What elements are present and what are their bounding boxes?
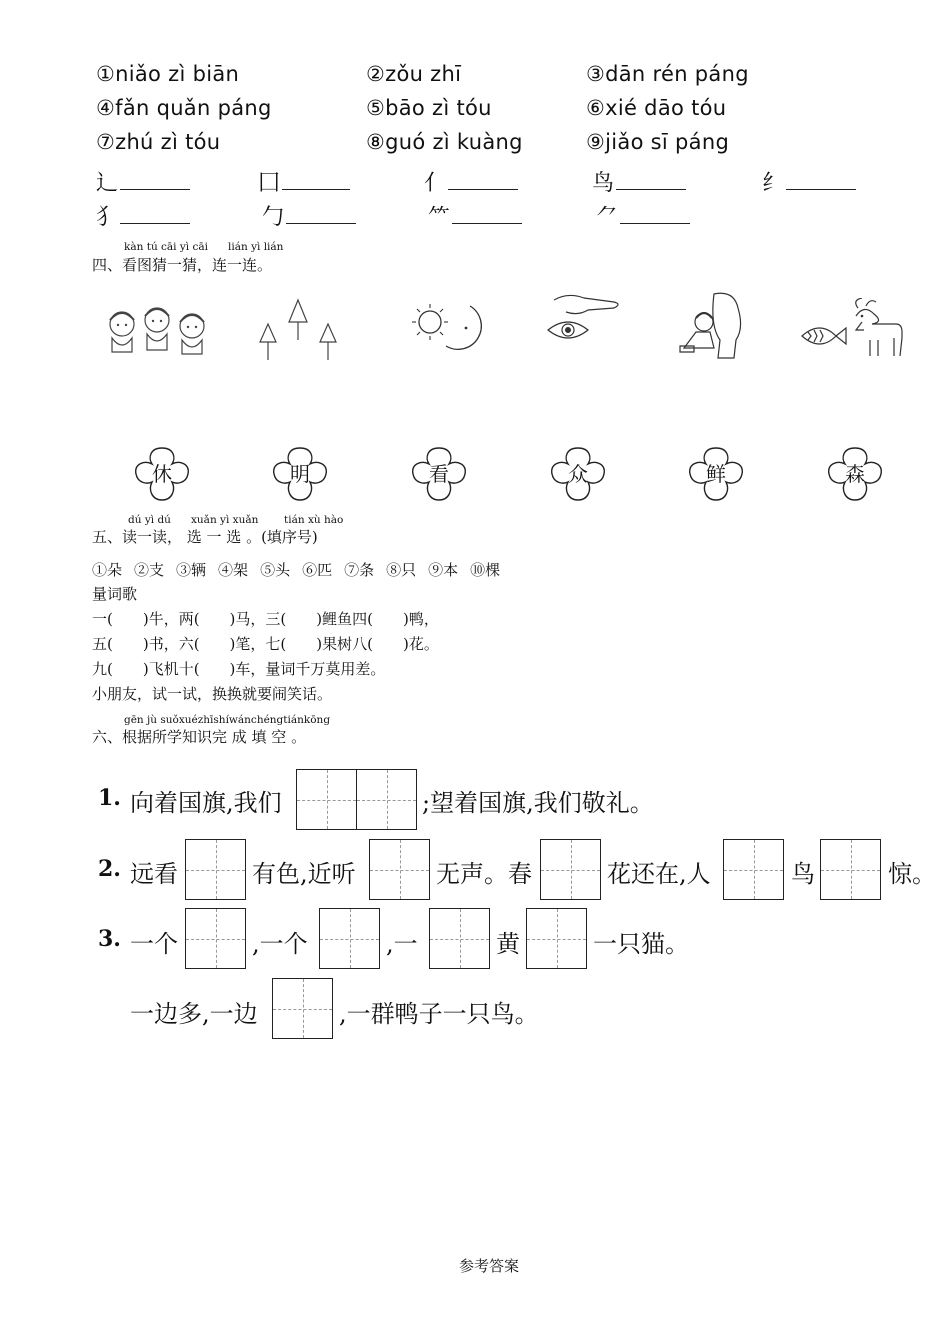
radical: 鸟 [592, 171, 615, 196]
flower-card[interactable] [130, 442, 194, 506]
song-title: 量词歌 [92, 585, 138, 603]
pinyin-item: ①niǎo zì biān [96, 62, 240, 86]
option: ⑧只 [386, 561, 417, 579]
pinyin-item: ⑧guó zì kuàng [366, 130, 523, 154]
option: ⑩棵 [470, 561, 501, 579]
radical-blank[interactable] [262, 200, 356, 231]
answer-line[interactable] [120, 203, 190, 224]
question-text: ;望着国旗,我们敬礼。 [422, 789, 654, 817]
pinyin-item: ④fǎn quǎn páng [96, 96, 272, 120]
question-text: 远看 [130, 860, 178, 888]
option: ⑨本 [428, 561, 459, 579]
answer-box[interactable] [429, 908, 490, 969]
question-text: 惊。 [888, 860, 936, 888]
answer-line[interactable] [452, 203, 522, 224]
flower-card[interactable] [823, 442, 887, 506]
radical-blank[interactable] [596, 200, 690, 231]
radical-blank[interactable] [96, 166, 190, 197]
radical-blank[interactable] [424, 166, 518, 197]
flower-char: 森 [845, 462, 865, 486]
flower-card[interactable] [684, 442, 748, 506]
pinyin-annotation: kàn tú cāi yì cāi [124, 241, 209, 253]
answer-line[interactable] [786, 169, 856, 190]
question-number: 2. [98, 856, 121, 882]
option-list [92, 559, 500, 580]
pinyin-annotation: dú yì dú [128, 514, 171, 526]
footer-text: 参考答案 [459, 1257, 520, 1275]
flower-card[interactable] [546, 442, 610, 506]
pinyin-annotation: xuǎn yì xuǎn [191, 514, 259, 526]
answer-box[interactable] [820, 839, 881, 900]
question-text: 一只猫。 [593, 930, 689, 958]
answer-line[interactable] [616, 169, 686, 190]
question-text: ,一 [386, 930, 418, 958]
radical: 勹 [262, 205, 285, 230]
question-number: 3. [98, 926, 121, 952]
pinyin-item: ⑤bāo zì tóu [366, 96, 492, 120]
question-text: 鸟 [791, 860, 815, 888]
answer-box[interactable] [185, 908, 246, 969]
answer-box[interactable] [272, 978, 333, 1039]
radical: 纟 [762, 171, 785, 196]
song-line[interactable]: 五( )书，六( )笔，七( )果树八( )花。 [92, 635, 439, 653]
question-number: 1. [98, 785, 121, 811]
radical: 辶 [96, 171, 119, 196]
radical: 犭 [96, 205, 119, 230]
answer-box[interactable] [296, 769, 357, 830]
radical-blank[interactable] [96, 200, 190, 231]
fish-goat-picture [798, 298, 908, 360]
pinyin-item: ⑨jiǎo sī páng [586, 130, 730, 154]
question-text: ,一群鸭子一只鸟。 [339, 1000, 539, 1028]
hand-eye-picture [544, 290, 634, 350]
three-children-picture [102, 298, 212, 368]
song-line: 小朋友，试一试，换换就要闹笑话。 [92, 685, 333, 703]
pinyin-annotation: lián yì lián [228, 241, 284, 253]
option: ⑤头 [260, 561, 291, 579]
radical-blank[interactable] [592, 166, 686, 197]
option: ②支 [134, 561, 165, 579]
flower-char: 众 [568, 462, 588, 486]
question-text: 向着国旗,我们 [130, 789, 282, 817]
song-line[interactable]: 九( )飞机十( )车，量词千万莫用差。 [92, 660, 386, 678]
flower-card[interactable] [268, 442, 332, 506]
pinyin-annotation: gēn jù suǒxuézhīshíwánchéngtiánkōng [124, 714, 331, 726]
option: ⑥匹 [302, 561, 333, 579]
pinyin-item: ③dān rén páng [586, 62, 749, 86]
flower-char: 休 [152, 462, 172, 486]
answer-box[interactable] [723, 839, 784, 900]
pinyin-item: ⑥xié dāo tóu [586, 96, 727, 120]
flower-char: 看 [429, 462, 449, 486]
answer-line[interactable] [448, 169, 518, 190]
question-text: 花还在,人 [607, 860, 711, 888]
three-trees-picture [256, 296, 346, 366]
option: ④架 [218, 561, 249, 579]
question-text: 有色,近听 [252, 860, 356, 888]
option: ⑦条 [344, 561, 375, 579]
answer-box[interactable] [540, 839, 601, 900]
answer-box[interactable] [526, 908, 587, 969]
section-title: 六、根据所学知识完 成 填 空 。 [92, 728, 307, 746]
question-text: 黄 [496, 930, 520, 958]
radical: 亻 [424, 171, 447, 196]
child-tree-picture [674, 290, 744, 360]
answer-box[interactable] [185, 839, 246, 900]
flower-card[interactable] [407, 442, 471, 506]
flower-char: 明 [290, 462, 310, 486]
answer-line[interactable] [286, 203, 356, 224]
answer-box[interactable] [369, 839, 430, 900]
song-line[interactable]: 一( )牛，两( )马，三( )鲤鱼四( )鸭， [92, 610, 439, 628]
radical-blank[interactable] [258, 166, 350, 197]
answer-line[interactable] [120, 169, 190, 190]
answer-box[interactable] [356, 769, 417, 830]
radical-blank[interactable] [428, 200, 522, 231]
option: ③辆 [176, 561, 207, 579]
radical: ⺈ [596, 205, 619, 230]
answer-line[interactable] [282, 169, 350, 190]
question-text: 无声。春 [436, 860, 532, 888]
question-text: 一边多,一边 [130, 1000, 258, 1028]
sun-moon-picture [404, 298, 494, 358]
option: ①朵 [92, 561, 123, 579]
question-text: ,一个 [252, 930, 308, 958]
pinyin-item: ②zǒu zhī [366, 62, 462, 86]
section-title: 四、看图猜一猜，连一连。 [92, 256, 273, 274]
question-text: 一个 [130, 930, 178, 958]
answer-line[interactable] [620, 203, 690, 224]
pinyin-item: ⑦zhú zì tóu [96, 130, 221, 154]
section-title: 五、读一读， 选 一 选 。(填序号) [92, 528, 318, 546]
flower-char: 鲜 [706, 462, 726, 486]
radical: 囗 [258, 171, 281, 196]
radical-blank[interactable] [762, 166, 856, 197]
pinyin-annotation: tián xù hào [284, 514, 344, 526]
radical: ⺮ [428, 205, 451, 230]
answer-box[interactable] [319, 908, 380, 969]
